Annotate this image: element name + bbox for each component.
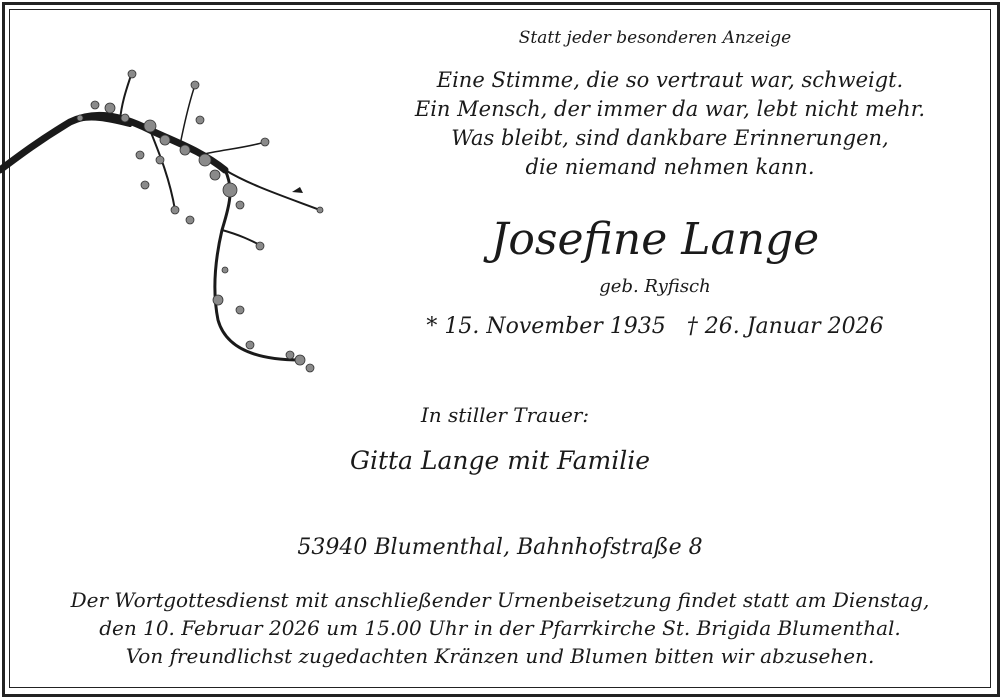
deceased-name: Josefine Lange: [490, 214, 820, 265]
header-text: Statt jeder besonderen Anzeige: [518, 28, 792, 48]
death-date: † 26. Januar 2026: [686, 314, 884, 339]
life-dates: [420, 314, 890, 339]
service-notice-line: den 10. Februar 2026 um 15.00 Uhr in der Pfarrkirche St. Brigida Blumenthal.: [99, 616, 901, 640]
service-notice-line: Von freundlichst zugedachten Kränzen und Blumen bitten wir abzusehen.: [125, 644, 875, 668]
mourning-family: Gitta Lange mit Familie: [350, 446, 650, 475]
bird-icon: [292, 187, 303, 193]
birth-date: * 15. November 1935: [426, 314, 666, 339]
verse-line: Was bleibt, sind dankbare Erinnerungen,: [451, 126, 889, 150]
verse-line: Eine Stimme, die so vertraut war, schweigt.: [436, 68, 904, 92]
maiden-name: geb. Ryfisch: [599, 276, 711, 297]
mourning-label: In stiller Trauer:: [420, 403, 590, 427]
verse-line: Ein Mensch, der immer da war, lebt nicht mehr.: [414, 97, 926, 121]
service-notice-line: Der Wortgottesdienst mit anschließender Urnenbeisetzung findet statt am Dienstag,: [70, 588, 930, 612]
cherry-blossom-branch-icon: [0, 60, 330, 390]
verse-line: die niemand nehmen kann.: [525, 155, 815, 179]
address: 53940 Blumenthal, Bahnhofstraße 8: [297, 535, 703, 560]
